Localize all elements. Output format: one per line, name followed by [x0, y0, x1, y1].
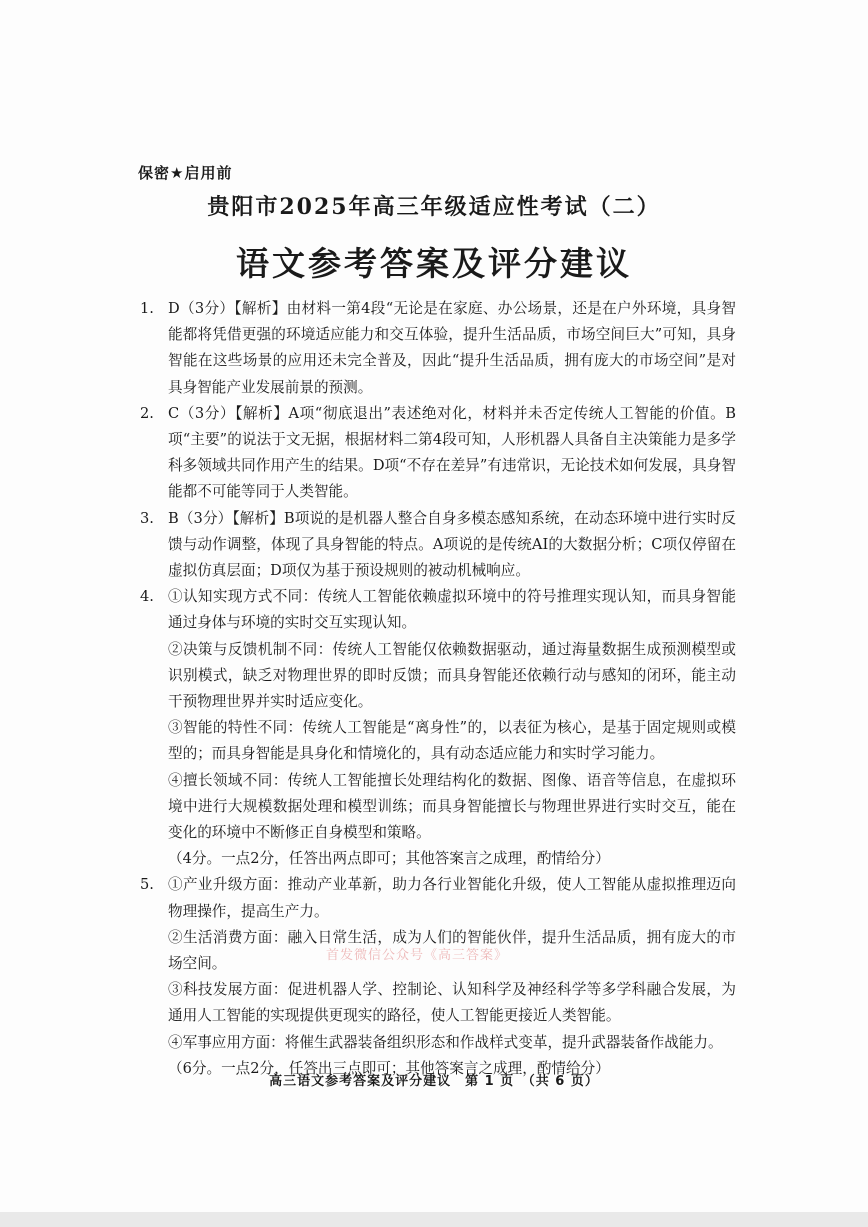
- scoring-note: （4分。一点2分，任答出两点即可；其他答案言之成理，酌情给分）: [168, 850, 610, 868]
- question-3: [140, 506, 736, 585]
- question-number: 3.: [140, 509, 154, 527]
- question-answer: [168, 296, 736, 401]
- answer-point-1: ①认知实现方式不同：传统人工智能依赖虚拟环境中的符号推理实现认知，而具身智能通过身体与环境的实时交互实现认知。: [168, 588, 736, 632]
- question-answer: [168, 506, 736, 585]
- answer-point-3: ③科技发展方面：促进机器人学、控制论、认知科学及神经科学等多学科融合发展，为通用人工智能的实现提供更现实的路径，使人工智能更接近人类智能。: [168, 981, 736, 1025]
- scan-edge: [0, 1212, 868, 1227]
- answer-point-4: ④军事应用方面：将催生武器装备组织形态和作战样式变革，提升武器装备作战能力。: [168, 1033, 723, 1051]
- question-5: [140, 872, 736, 1082]
- answer-paragraph: C（3分）【解析】A项“彻底退出”表述绝对化，材料并未否定传统人工智能的价值。B项“主要”的说法于文无据，根据材料二第4段可知，人形机器人具备自主决策能力是多学科多领域共同作用产生的结果。D项“不存在差异”有违常识，无论技术如何发展，具身智能都不可能等同于人类智能。: [168, 404, 736, 501]
- confidential-label: 保密★启用前: [138, 164, 233, 182]
- document-title: 语文参考答案及评分建议: [236, 244, 632, 283]
- answer-point-3: ③智能的特性不同：传统人工智能是“离身性”的，以表征为核心，是基于固定规则或模型的；而具身智能是具身化和情境化的，具有动态适应能力和实时学习能力。: [168, 719, 736, 763]
- page-footer: 高三语文参考答案及评分建议 第 1 页 （共 6 页）: [269, 1074, 599, 1089]
- answer-point-2: ②决策与反馈机制不同：传统人工智能仅依赖数据驱动，通过海量数据生成预测模型或识别模式，缺乏对物理世界的即时反馈；而具身智能还依赖行动与感知的闭环，能主动干预物理世界并实时适应变化。: [168, 640, 736, 711]
- answer-list: [140, 296, 736, 1082]
- answer-paragraph: B（3分）【解析】B项说的是机器人整合自身多模态感知系统，在动态环境中进行实时反馈与动作调整，体现了具身智能的特点。A项说的是传统AI的大数据分析；C项仅停留在虚拟仿真层面；D项仅为基于预设规则的被动机械响应。: [168, 509, 736, 580]
- answer-paragraph: D（3分）【解析】由材料一第4段“无论是在家庭、办公场景，还是在户外环境，具身智能都将凭借更强的环境适应能力和交互体验，提升生活品质，市场空间巨大”可知，具身智能在这些场景的应用还未完全普及，因此“提升生活品质，拥有庞大的市场空间”是对具身智能产业发展前景的预测。: [168, 300, 736, 396]
- answer-point-2: ②生活消费方面：融入日常生活，成为人们的智能伙伴，提升生活品质，拥有庞大的市场空间。: [168, 928, 736, 973]
- question-answer: [168, 584, 736, 872]
- question-number: 4.: [140, 588, 154, 606]
- answer-point-4: ④擅长领域不同：传统人工智能擅长处理结构化的数据、图像、语音等信息，在虚拟环境中进行大规模数据处理和模型训练；而具身智能擅长与物理世界进行实时交互，能在变化的环境中不断修正自身模型和策略。: [168, 771, 736, 842]
- question-2: [140, 401, 736, 506]
- question-answer: [168, 401, 736, 506]
- question-number: 1.: [140, 300, 154, 317]
- question-number: 5.: [140, 876, 154, 894]
- question-4: [140, 584, 736, 872]
- exam-title: 贵阳市2025年高三年级适应性考试（二）: [207, 194, 661, 220]
- question-number: 2.: [140, 404, 154, 422]
- question-1: [140, 296, 736, 401]
- question-answer: [168, 872, 736, 1082]
- scoring-note: （6分。一点2分，任答出三点即可；其他答案言之成理，酌情给分）: [168, 1059, 610, 1077]
- answer-point-1: ①产业升级方面：推动产业革新，助力各行业智能化升级，使人工智能从虚拟推理迈向物理操作，提高生产力。: [168, 876, 736, 920]
- watermark: 首发微信公众号《高三答案》: [326, 948, 509, 963]
